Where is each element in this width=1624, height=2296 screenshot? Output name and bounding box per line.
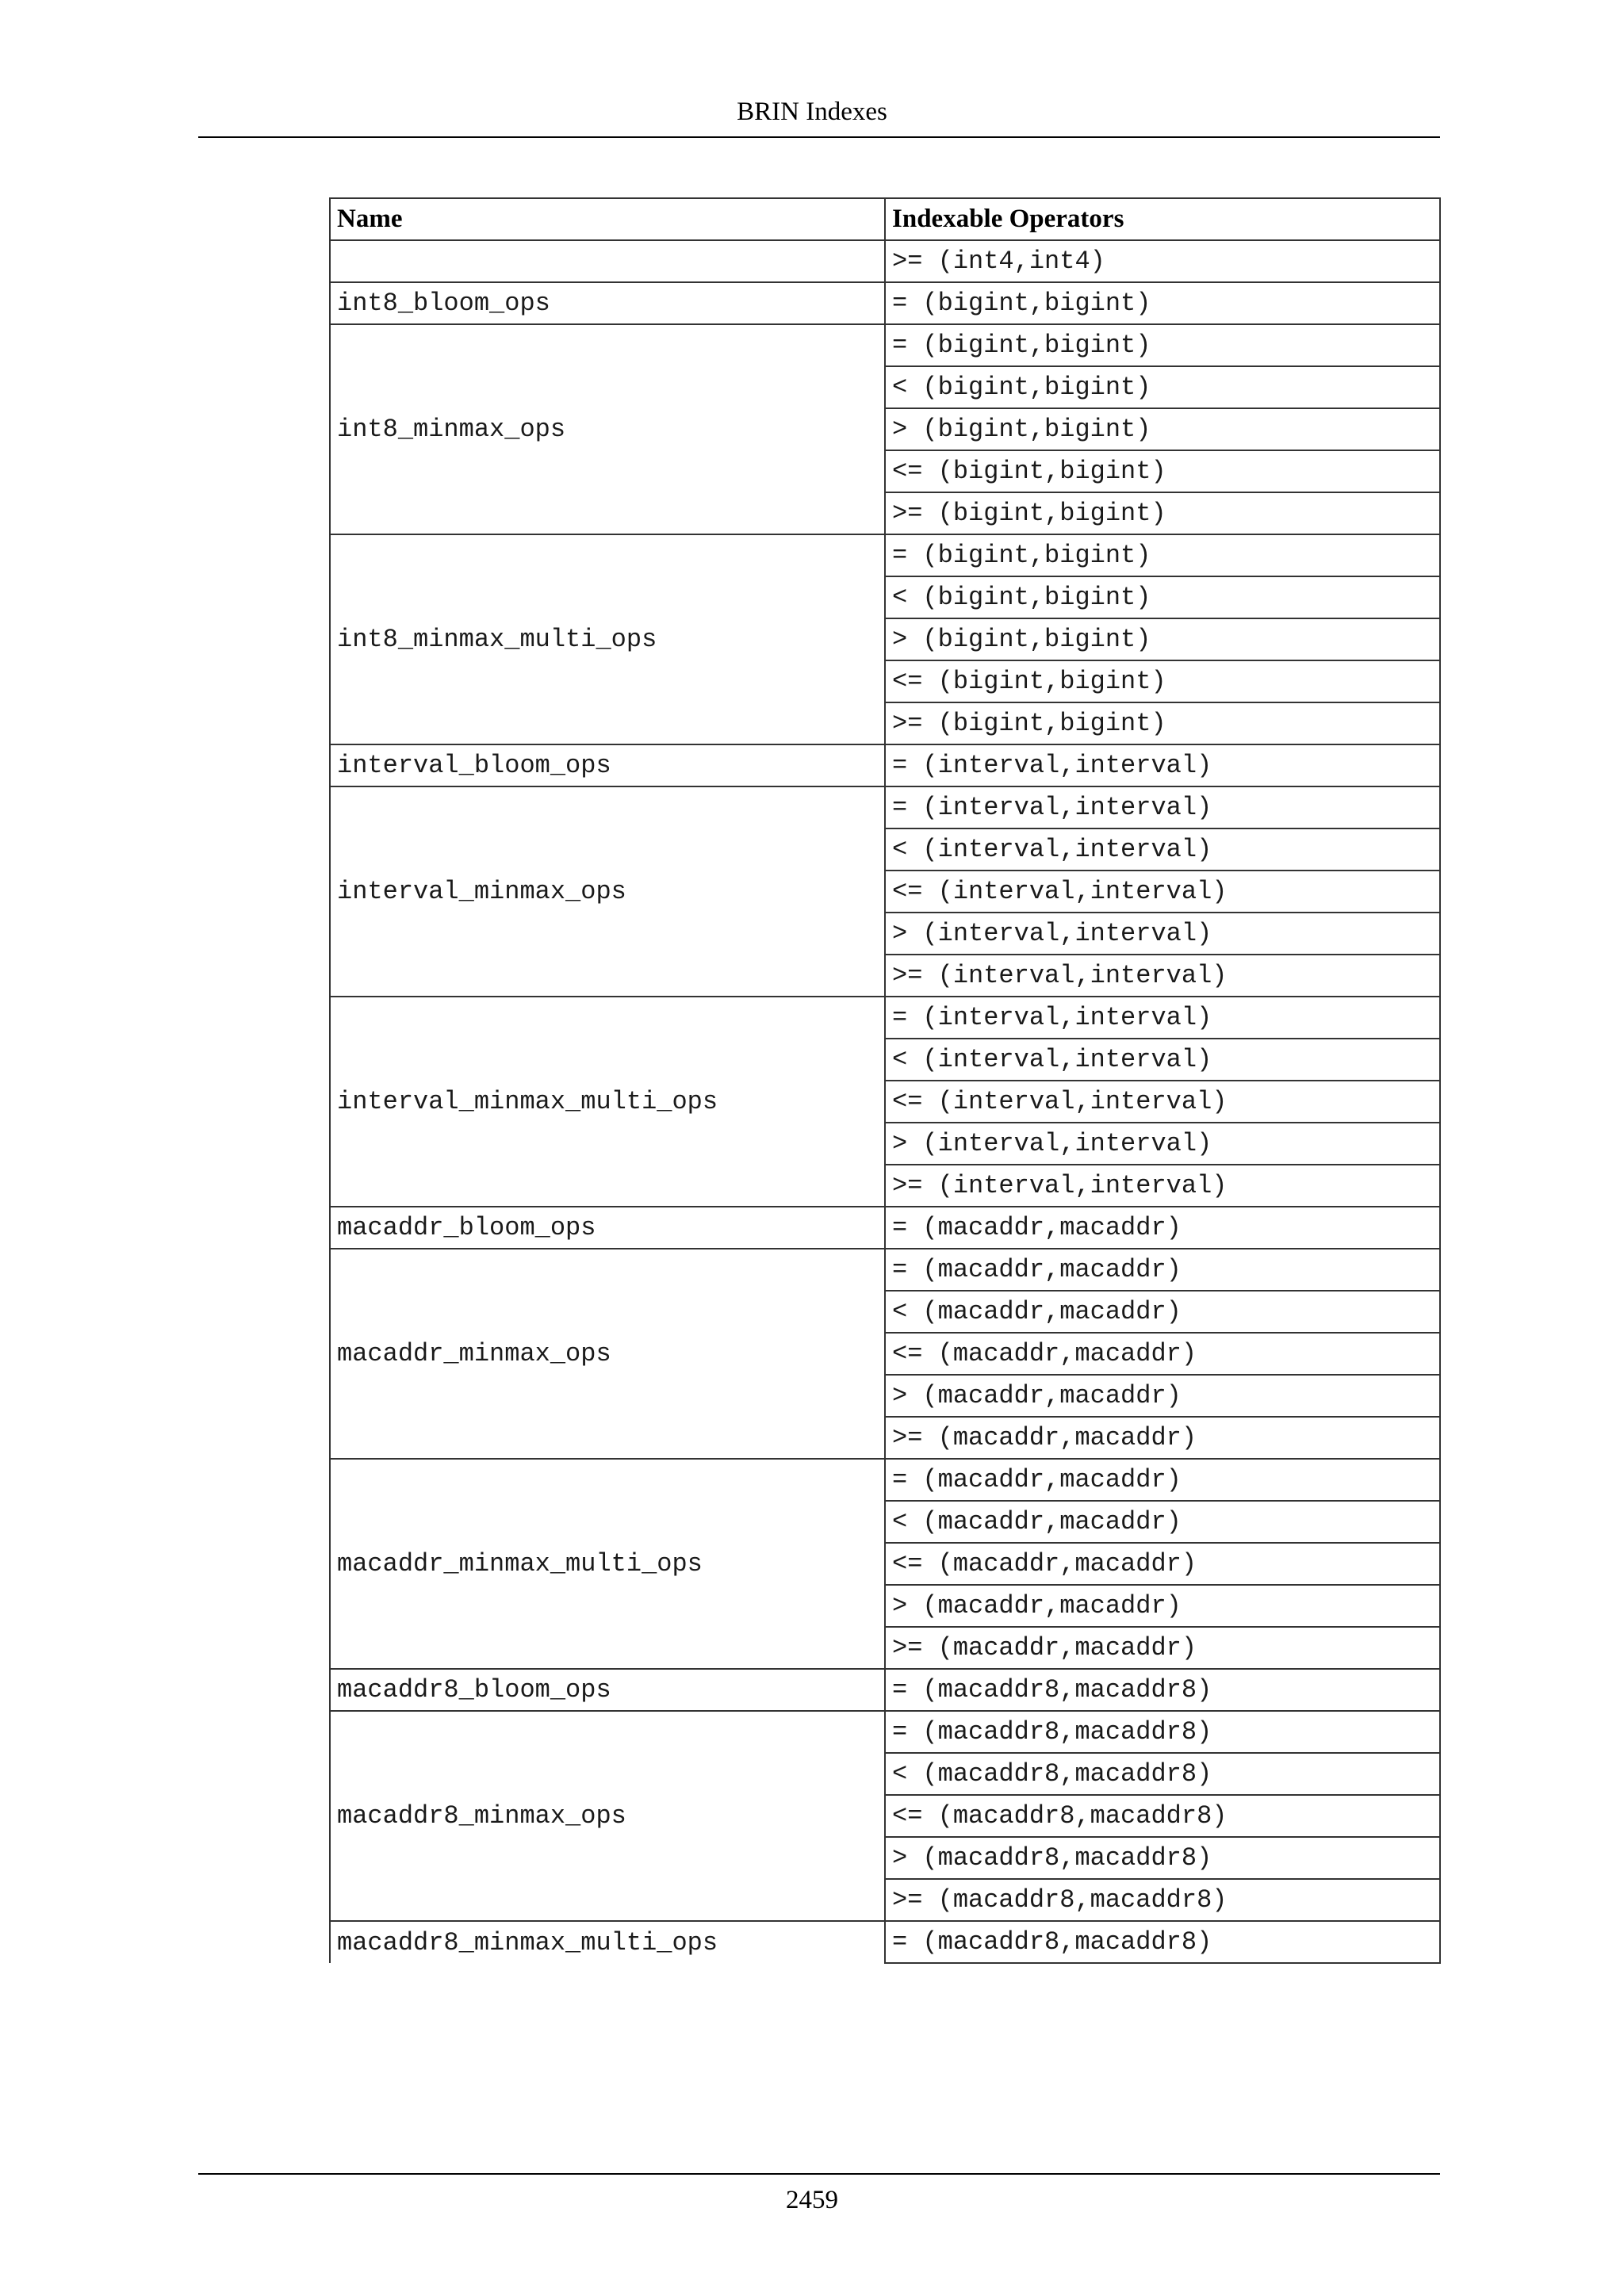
indexable-operator: < (bigint,bigint): [885, 366, 1440, 408]
indexable-operator: <= (bigint,bigint): [885, 450, 1440, 492]
table-row: [330, 1669, 1440, 1711]
indexable-operator: >= (interval,interval): [885, 1165, 1440, 1207]
operator-class-name: interval_minmax_ops: [330, 786, 885, 997]
table-row: [330, 1249, 1440, 1291]
indexable-operator: = (interval,interval): [885, 786, 1440, 828]
indexable-operator: > (macaddr8,macaddr8): [885, 1837, 1440, 1879]
indexable-operator: = (bigint,bigint): [885, 282, 1440, 324]
operator-class-name: int8_minmax_multi_ops: [330, 534, 885, 744]
indexable-operator: <= (interval,interval): [885, 871, 1440, 913]
table-row: [330, 534, 1440, 576]
indexable-operator: <= (bigint,bigint): [885, 660, 1440, 702]
indexable-operator: < (macaddr,macaddr): [885, 1501, 1440, 1543]
indexable-operator: < (interval,interval): [885, 828, 1440, 871]
indexable-operator: >= (macaddr8,macaddr8): [885, 1879, 1440, 1921]
table-row: [330, 324, 1440, 366]
operator-class-name: int8_bloom_ops: [330, 282, 885, 324]
indexable-operator: > (interval,interval): [885, 913, 1440, 955]
indexable-operator: = (interval,interval): [885, 997, 1440, 1039]
table-row: [330, 997, 1440, 1039]
operator-class-name: [330, 240, 885, 282]
indexable-operator: >= (macaddr,macaddr): [885, 1627, 1440, 1669]
indexable-operator: = (macaddr8,macaddr8): [885, 1921, 1440, 1963]
indexable-operator: = (macaddr,macaddr): [885, 1207, 1440, 1249]
indexable-operator: > (interval,interval): [885, 1123, 1440, 1165]
indexable-operator: <= (macaddr,macaddr): [885, 1333, 1440, 1375]
column-header-operators: Indexable Operators: [885, 198, 1440, 240]
indexable-operator: = (bigint,bigint): [885, 324, 1440, 366]
indexable-operator: > (macaddr,macaddr): [885, 1585, 1440, 1627]
operator-class-name: macaddr8_minmax_multi_ops: [330, 1921, 885, 1963]
operator-class-name: macaddr_minmax_ops: [330, 1249, 885, 1459]
operator-class-name: interval_minmax_multi_ops: [330, 997, 885, 1207]
indexable-operator: <= (interval,interval): [885, 1081, 1440, 1123]
indexable-operator: < (macaddr8,macaddr8): [885, 1753, 1440, 1795]
table-header-row: [330, 198, 1440, 240]
header-rule: [198, 136, 1440, 138]
operator-class-name: macaddr_minmax_multi_ops: [330, 1459, 885, 1669]
indexable-operator: >= (interval,interval): [885, 955, 1440, 997]
indexable-operator: = (bigint,bigint): [885, 534, 1440, 576]
indexable-operator: >= (int4,int4): [885, 240, 1440, 282]
indexable-operator: >= (macaddr,macaddr): [885, 1417, 1440, 1459]
indexable-operator: > (macaddr,macaddr): [885, 1375, 1440, 1417]
indexable-operator: = (interval,interval): [885, 744, 1440, 786]
page-header-title: BRIN Indexes: [737, 98, 887, 126]
table-body: [330, 240, 1440, 1963]
indexable-operator: < (interval,interval): [885, 1039, 1440, 1081]
column-header-name: Name: [330, 198, 885, 240]
table-row: [330, 1207, 1440, 1249]
indexable-operator: < (bigint,bigint): [885, 576, 1440, 618]
table-row: [330, 1711, 1440, 1753]
operator-class-name: macaddr_bloom_ops: [330, 1207, 885, 1249]
table-row: [330, 240, 1440, 282]
operator-class-name: macaddr8_bloom_ops: [330, 1669, 885, 1711]
page-number: 2459: [786, 2186, 838, 2214]
indexable-operator: < (macaddr,macaddr): [885, 1291, 1440, 1333]
indexable-operator: > (bigint,bigint): [885, 618, 1440, 660]
indexable-operator: >= (bigint,bigint): [885, 702, 1440, 744]
indexable-operator: = (macaddr,macaddr): [885, 1249, 1440, 1291]
indexable-operator: = (macaddr8,macaddr8): [885, 1711, 1440, 1753]
indexable-operator: <= (macaddr,macaddr): [885, 1543, 1440, 1585]
indexable-operator: > (bigint,bigint): [885, 408, 1440, 450]
operator-class-name: int8_minmax_ops: [330, 324, 885, 534]
footer-rule: [198, 2173, 1440, 2175]
indexable-operator: = (macaddr8,macaddr8): [885, 1669, 1440, 1711]
indexable-operator: >= (bigint,bigint): [885, 492, 1440, 534]
operator-class-name: macaddr8_minmax_ops: [330, 1711, 885, 1921]
indexable-operator: <= (macaddr8,macaddr8): [885, 1795, 1440, 1837]
indexable-operator: = (macaddr,macaddr): [885, 1459, 1440, 1501]
table-row: [330, 786, 1440, 828]
operator-class-name: interval_bloom_ops: [330, 744, 885, 786]
table-row: [330, 1921, 1440, 1963]
table-row: [330, 1459, 1440, 1501]
table-row: [330, 744, 1440, 786]
table-row: [330, 282, 1440, 324]
operator-class-table: [329, 197, 1441, 1964]
